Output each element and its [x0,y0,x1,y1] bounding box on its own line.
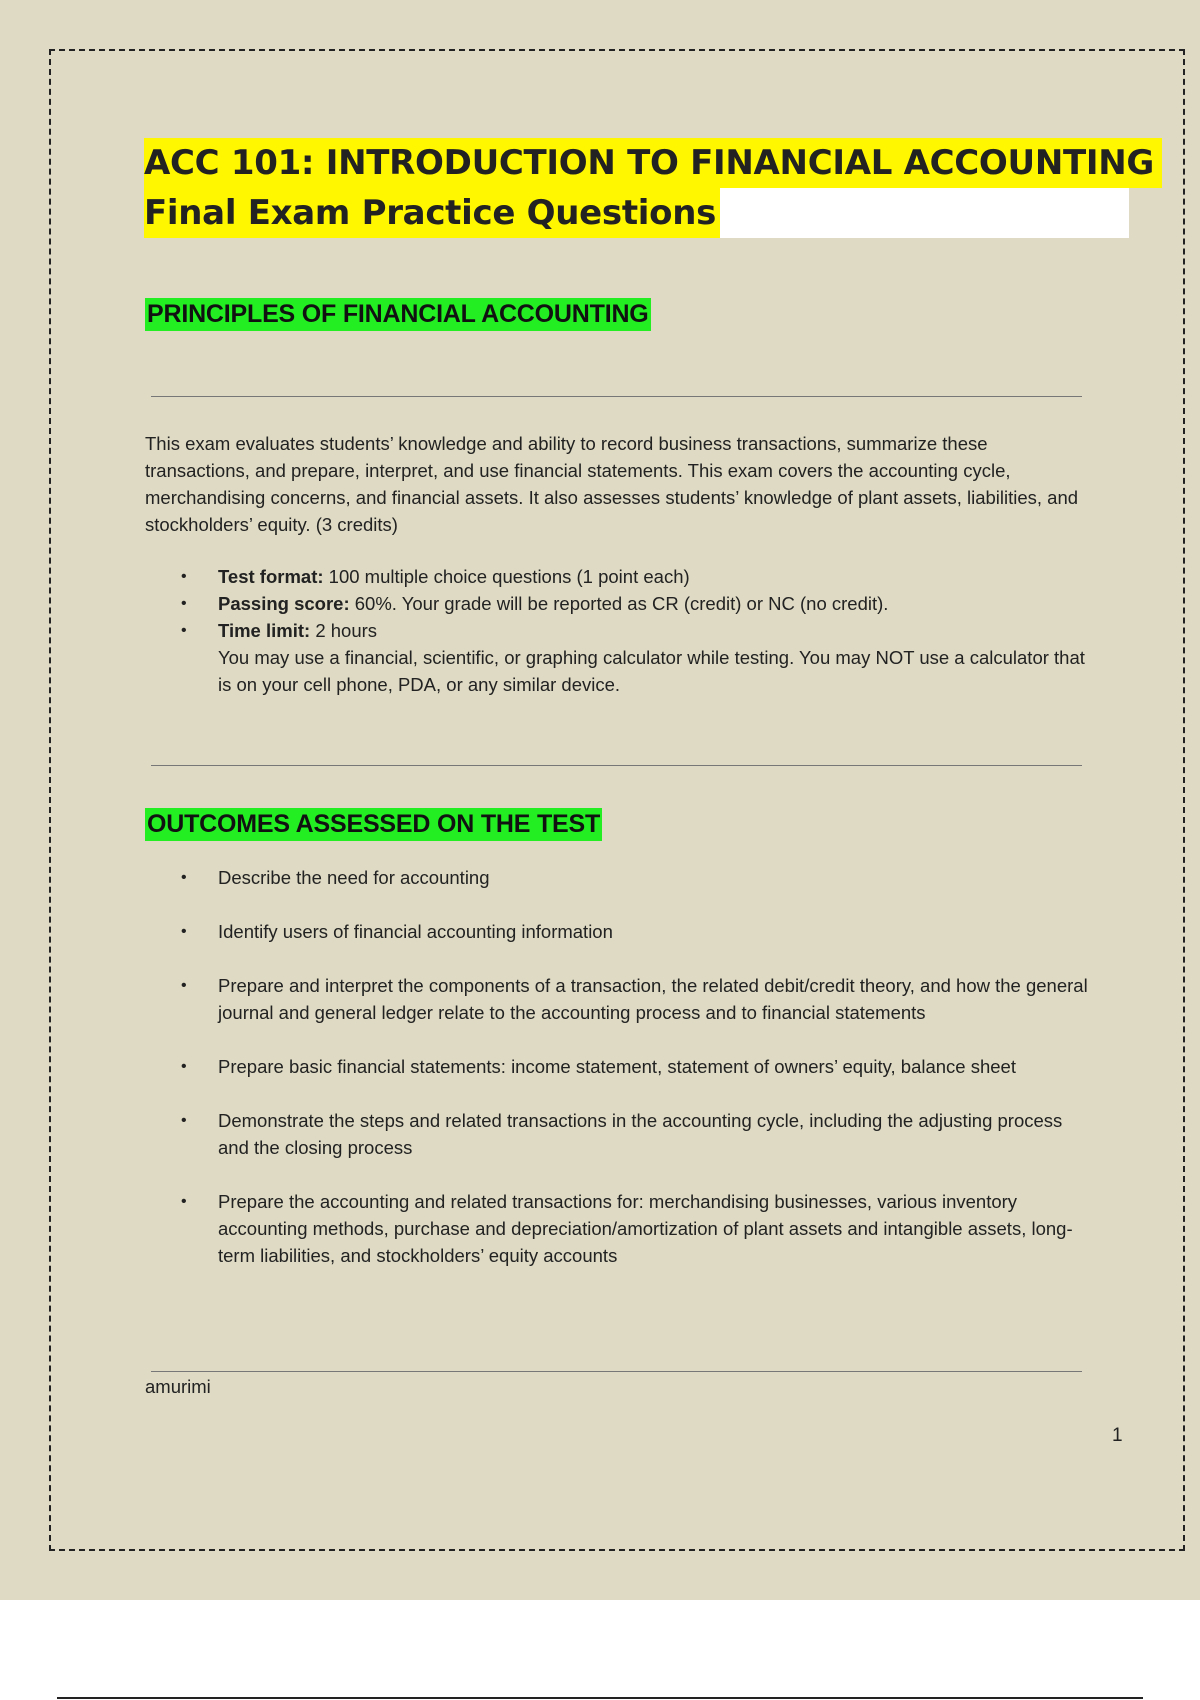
list-item [145,617,1090,698]
detail-label: Test format: [218,566,324,587]
exam-subtitle: Final Exam Practice Questions [144,188,720,238]
list-item [145,590,1090,617]
detail-text: 2 hours [310,620,378,641]
document-title [144,138,1155,238]
list-item [145,1053,1090,1080]
list-item [145,1188,1090,1269]
subtitle-white-fill [720,188,1129,238]
outcome-text: Prepare basic financial statements: income statement, statement of owners’ equity, balance sheet [218,1056,1016,1077]
outcome-text: Demonstrate the steps and related transactions in the accounting cycle, including the adjusting process and the closing process [218,1110,1063,1158]
bullet-icon: • [181,1112,187,1129]
list-item [145,1107,1090,1161]
bullet-icon: • [181,1058,187,1075]
bottom-divider [57,1697,1143,1699]
bullet-icon: • [181,923,187,940]
principles-heading: PRINCIPLES OF FINANCIAL ACCOUNTING [145,298,651,331]
list-item [145,563,1090,590]
list-item [145,864,1090,891]
detail-label: Passing score: [218,593,350,614]
list-item [145,972,1090,1026]
exam-details-list [145,563,1090,698]
bullet-icon: • [181,568,187,585]
detail-text: 60%. Your grade will be reported as CR (credit) or NC (no credit). [349,593,889,614]
footer-author: amurimi [145,1376,211,1397]
course-title: ACC 101: INTRODUCTION TO FINANCIAL ACCOUNTING [144,138,1162,188]
outcome-text: Prepare the accounting and related transactions for: merchandising businesses, various inventory accounting methods, purchase and depreciation/amortization of plant assets and intangible assets, long-term liabilities, and stockholders’ equity accounts [218,1191,1073,1266]
exam-description: This exam evaluates students’ knowledge and ability to record business transactions, summarize these transactions, and prepare, interpret, and use financial statements. This exam covers the accounting cycle, merchandising concerns, and financial assets. It also assesses students’ knowledge of plant assets, liabilities, and stockholders’ equity. (3 credits) [145,433,1079,535]
footer-divider [151,1371,1082,1372]
calculator-note: You may use a financial, scientific, or graphing calculator while testing. You may NOT use a calculator that is on your cell phone, PDA, or any similar device. [218,647,1085,695]
bullet-icon: • [181,622,187,639]
bullet-icon: • [181,1193,187,1210]
detail-text: 100 multiple choice questions (1 point each) [323,566,690,587]
outcome-text: Describe the need for accounting [218,867,490,888]
detail-label: Time limit: [218,620,311,641]
outcome-text: Identify users of financial accounting information [218,921,613,942]
bullet-icon: • [181,869,187,886]
bullet-icon: • [181,977,187,994]
outcomes-list [145,864,1090,1296]
page-border [49,49,1185,1551]
divider-2 [151,765,1082,766]
divider-1 [151,396,1082,397]
page-number: 1 [1112,1425,1123,1446]
outcome-text: Prepare and interpret the components of a transaction, the related debit/credit theory, and how the general journal and general ledger relate to the accounting process and to financial statements [218,975,1088,1023]
list-item [145,918,1090,945]
bullet-icon: • [181,595,187,612]
outcomes-heading: OUTCOMES ASSESSED ON THE TEST [145,808,602,841]
